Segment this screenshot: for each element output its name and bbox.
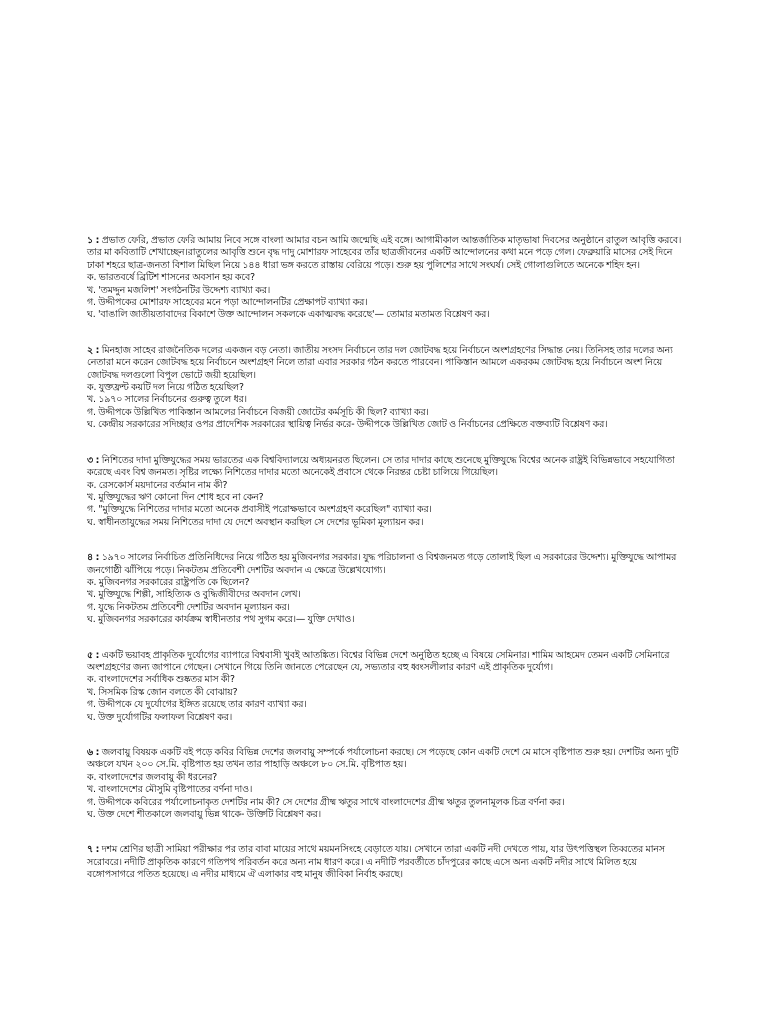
question-number: ১ : <box>87 235 100 246</box>
question-text: একটি ভয়াবহ প্রাকৃতিক দুর্যোগের ব্যাপারে বিশ্ববাসী খুবই আতঙ্কিত। বিশ্বের বিভিন্ন দেশে অনুষ্ঠিত হচ্ছে এ বিষয়ে সেমিনার। শামিম আহমেদ তেমন একটি সেমিনারে অংশগ্রহণের জন্য জাপানে গেছেন। সেখানে গিয়ে তিনি জানতে পেরেছেন যে, সভ্যতার বহু ধ্বংসলীলার কারণ এই প্রাকৃতিক দুর্যোগ। <box>87 649 670 673</box>
question-part: ক. মুজিবনগর সরকারের রাষ্ট্রপতি কে ছিলেন? <box>87 576 250 588</box>
question-part: খ. বাংলাদেশের মৌসুমি বৃষ্টিপাতের বর্ণনা দাও। <box>87 784 253 796</box>
question-part: ক. বাংলাদেশের সর্বাধিক শুষ্কতর মাস কী? <box>87 674 235 686</box>
question-3 <box>87 455 683 529</box>
question-stem <box>87 747 683 772</box>
question-number: ৬ : <box>87 747 100 758</box>
question-stem <box>87 455 683 480</box>
question-number: ২ : <box>87 344 100 356</box>
question-part: ঘ. উক্ত দুর্যোগটির ফলাফল বিশ্লেষণ কর। <box>87 711 233 723</box>
question-part: খ. মুক্তিযুদ্ধে শিল্পী, সাহিত্যিক ও বুদ্ধিজীবীদের অবদান লেখ। <box>87 589 301 601</box>
question-part: ক. রেসকোর্স ময়দানের বর্তমান নাম কী? <box>87 479 228 491</box>
question-stem <box>87 235 683 272</box>
question-part: গ. যুদ্ধে নিকটতম প্রতিবেশী দেশটির অবদান মূল্যায়ন কর। <box>87 601 290 613</box>
question-part: খ. মুক্তিযুদ্ধের ঋণ কোনো দিন শোধ হবে না কেন? <box>87 491 264 503</box>
question-parts <box>87 577 683 627</box>
question-2 <box>87 345 683 432</box>
question-text: মিনহাজ সাহেব রাজনৈতিক দলের একজন বড় নেতা। জাতীয় সংসদ নির্বাচনে তার দল জোটবদ্ধ হয়ে নির্বাচনে অংশগ্রহণের সিদ্ধান্ত নেয়। তিনিসহ তার দলের অন্য নেতারা মনে করেন জোটবদ্ধ হয়ে নির্বাচনে অংশগ্রহণ নিলে তারা এবার সরকার গঠন করতে পারবেন। পাকিস্তান আমলে একরকম জোটবদ্ধ হয়ে নির্বাচনে অংশ নিয়ে জোটবদ্ধ দলগুলো বিপুল ভোটে জয়ী হয়েছিল। <box>87 344 673 381</box>
question-parts <box>87 480 683 530</box>
question-parts <box>87 772 683 822</box>
question-parts <box>87 272 683 322</box>
question-part: ক. ভারতবর্ষে ব্রিটিশ শাসনের অবসান হয় কবে? <box>87 272 256 284</box>
question-number: ৩ : <box>87 454 100 466</box>
question-part: গ. উদ্দীপকে যে দুর্যোগের ইঙ্গিত রয়েছে তার কারণ ব্যাখ্যা কর। <box>87 699 307 711</box>
question-stem <box>87 345 683 382</box>
question-part: গ. উদ্দীপকের মোশারফ সাহেবের মনে পড়া আন্দোলনটির প্রেক্ষাপট ব্যাখ্যা কর। <box>87 297 368 309</box>
question-number: ৪ : <box>87 552 100 564</box>
question-part: ঘ. মুজিবনগর সরকারের কার্যক্রম স্বাধীনতার পথ সুগম করে।— যুক্তি দেখাও। <box>87 614 355 626</box>
question-stem <box>87 552 683 577</box>
question-part: খ. ১৯৭০ সালের নির্বাচনের গুরুত্ব তুলে ধর। <box>87 394 247 406</box>
question-text: দশম শ্রেণির ছাত্রী সামিয়া পরীক্ষার পর তার বাবা মায়ের সাথে ময়মনসিংহে বেড়াতে যায়। সেখানে তারা একটি নদী দেখতে পায়, যার উৎপত্তিস্থল তিব্বতের মানস সরোবরে। নদীটি প্রাকৃতিক কারণে গতিপথ পরিবর্তন করে অন্য নাম ধারণ করে। এ নদীটি পরবর্তীতে চাঁদপুরের কাছে এসে অন্য একটি নদীর সাথে মিলিত হয়ে বঙ্গোপসাগরে পতিত হয়েছে। এ নদীর মাধ্যমে ঐ এলাকার বহু মানুষ জীবিকা নির্বাহ করছে। <box>87 844 665 881</box>
question-parts <box>87 382 683 432</box>
question-part: গ. "মুক্তিযুদ্ধে নিশিতের দাদার মতো অনেক প্রবাসীই পরোক্ষভাবে অংশগ্রহণ করেছিল" ব্যাখ্যা কর। <box>87 504 432 516</box>
question-part: ঘ. স্বাধীনতাযুদ্ধের সময় নিশিতের দাদা যে দেশে অবস্থান করছিল সে দেশের ভূমিকা মূল্যায়ন কর। <box>87 516 424 528</box>
question-part: ঘ. কেন্দ্রীয় সরকারের সদিচ্ছার ওপর প্রাদেশিক সরকারের স্থায়িত্ব নির্ভর করে- উদ্দীপকে উল্লিখিত জোট ও নির্বাচনের প্রেক্ষিতে বক্তব্যটি বিশ্লেষণ কর। <box>87 419 608 431</box>
question-text: প্রভাত ফেরি, প্রভাত ফেরি আমায় নিবে সঙ্গে বাংলা আমার বচন আমি জন্মেছি এই বঙ্গে। আগামীকাল আন্তর্জাতিক মাতৃভাষা দিবসের অনুষ্ঠানে রাতুল আবৃত্তি করবে। তার মা কবিতাটি শেখাচ্ছেন।রাতুলের আবৃত্তি শুনে বৃদ্ধ দাদু মোশারফ সাহেবের তাঁর ছাত্রজীবনের একটি আন্দোলনের কথা মনে পড়ে গেল। ফেব্রুয়ারি মাসের সেই দিনে ঢাকা শহরে ছাত্র-জনতা বিশাল মিছিল নিয়ে ১৪৪ ধারা ভঙ্গ করতে রাস্তায় বেরিয়ে পড়ে। শুরু হয় পুলিশের সাথে সংঘর্ষ। সেই গোলাগুলিতে অনেকে শহিদ হন। <box>87 235 682 271</box>
question-1 <box>87 235 683 322</box>
question-text: জলবায়ু বিষয়ক একটি বই পড়ে কবির বিভিন্ন দেশের জলবায়ু সম্পর্কে পর্যালোচনা করছে। সে পড়েছে কোন একটি দেশে মে মাসে বৃষ্টিপাত শুরু হয়। দেশটির অন্য দুটি অঞ্চলে যখন ২০০ সে.মি. বৃষ্টিপাত হয় তখন তার পাহাড়ি অঞ্চলে ৮০ সে.মি. বৃষ্টিপাত হয়। <box>87 747 679 771</box>
question-stem <box>87 650 683 675</box>
question-stem <box>87 844 683 881</box>
question-part: ঘ. 'বাঙালি জাতীয়তাবাদের বিকাশে উক্ত আন্দোলন সকলকে একাত্মবদ্ধ করেছে'— তোমার মতামত বিশ্লেষণ কর। <box>87 309 490 321</box>
question-5 <box>87 650 683 724</box>
question-text: ১৯৭০ সালের নির্বাচিত প্রতিনিধিদের নিয়ে গঠিত হয় মুজিবনগর সরকার। যুদ্ধ পরিচালনা ও বিশ্বজনমত গড়ে তোলাই ছিল এ সরকারের উদ্দেশ্য। মুক্তিযুদ্ধে আপামর জনগোষ্ঠী ঝাঁপিয়ে পড়ে। নিকটতম প্রতিবেশী দেশটির অবদান এ ক্ষেত্রে উল্লেখযোগ্য। <box>87 552 677 576</box>
question-number: ৭ : <box>87 844 100 856</box>
question-number: ৫ : <box>87 649 100 661</box>
question-7 <box>87 844 683 881</box>
question-part: ক. যুক্তফ্রন্ট কয়টি দল নিয়ে গঠিত হয়েছিল? <box>87 382 244 394</box>
question-part: গ. উদ্দীপকে কবিরের পর্যালোচনাকৃত দেশটির নাম কী? সে দেশের গ্রীষ্ম ঋতুর সাথে বাংলাদেশের গ্রীষ্ম ঋতুর তুলনামূলক চিত্র বর্ণনা কর। <box>87 796 565 808</box>
question-part: ক. বাংলাদেশের জলবায়ু কী ধরনের? <box>87 771 218 783</box>
question-part: খ. 'তমদ্দুন মজলিশ' সংগঠনটির উদ্দেশ্য ব্যাখ্যা কর। <box>87 284 271 296</box>
question-sheet <box>87 235 683 905</box>
question-6 <box>87 747 683 821</box>
question-4 <box>87 552 683 626</box>
question-part: গ. উদ্দীপকে উল্লিখিত পাকিস্তান আমলের নির্বাচনে বিজয়ী জোটের কর্মসূচি কী ছিল? ব্যাখ্যা কর। <box>87 406 429 418</box>
question-parts <box>87 674 683 724</box>
question-part: খ. সিসমিক রিস্ক জোন বলতে কী বোঝায়? <box>87 686 238 698</box>
question-part: ঘ. উক্ত দেশে শীতকালে জলবায়ু ভিন্ন থাকে- উক্তিটি বিশ্লেষণ কর। <box>87 809 321 821</box>
question-text: নিশিতের দাদা মুক্তিযুদ্ধের সময় ভারতের এক বিশ্ববিদ্যালয়ে অধ্যয়নরত ছিলেন। সে তার দাদার কাছে শুনেছে মুক্তিযুদ্ধে বিশ্বের অনেক রাষ্ট্রই বিভিন্নভাবে সহযোগিতা করেছে এবং বিশ্ব জনমত। সৃষ্টির লক্ষ্যে নিশিতের দাদার মতো অনেকেই প্রবাসে থেকে নিরন্তর চেষ্টা চালিয়ে গিয়েছিল। <box>87 454 675 479</box>
